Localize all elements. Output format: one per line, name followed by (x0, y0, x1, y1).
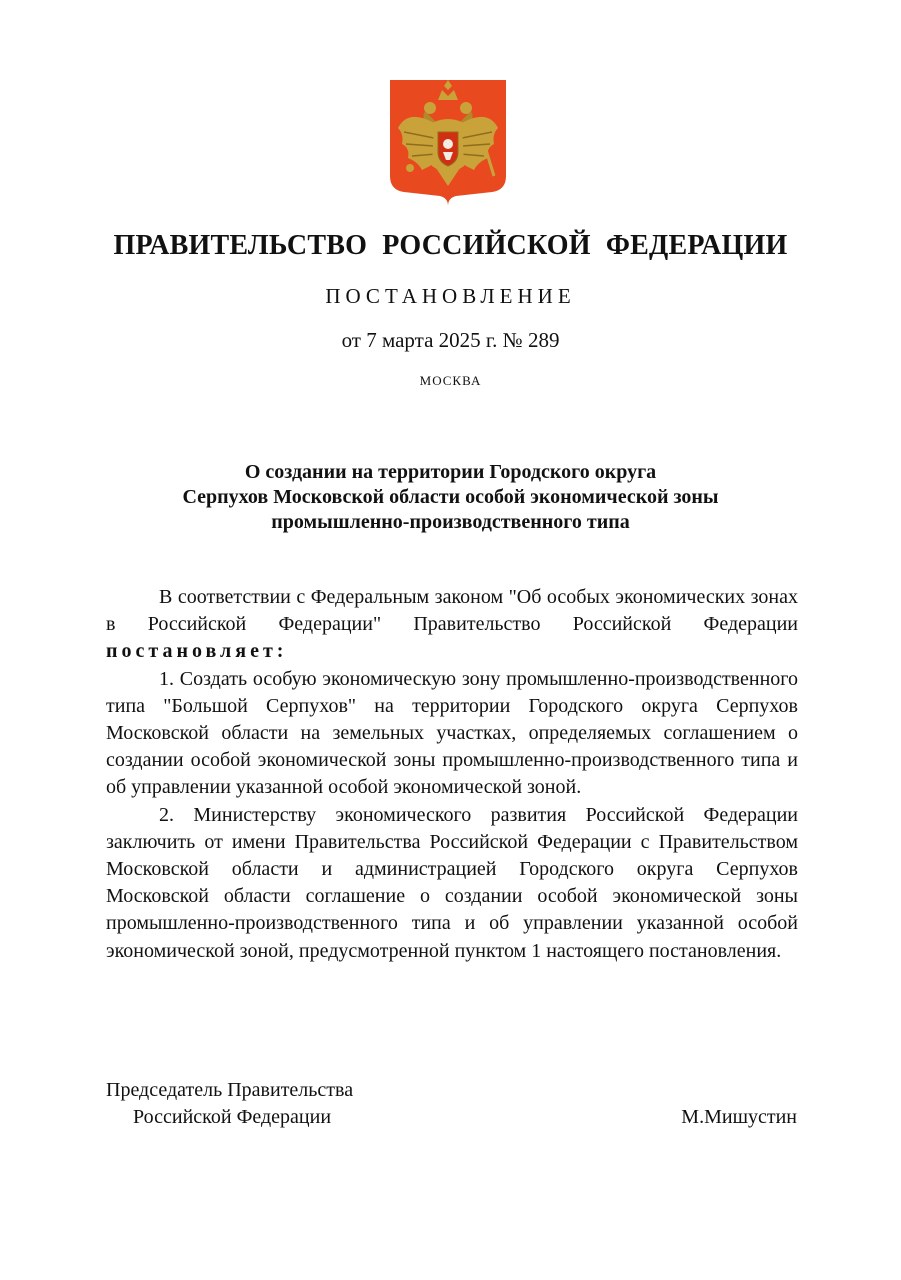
signatory-position (106, 1077, 353, 1131)
resolution-keyword: постановляет: (106, 640, 288, 663)
russian-coat-of-arms-icon (388, 78, 508, 208)
document-type: ПОСТАНОВЛЕНИЕ (325, 284, 576, 308)
document-title (110, 460, 791, 535)
organization-heading: ПРАВИТЕЛЬСТВО РОССИЙСКОЙ ФЕДЕРАЦИИ (113, 230, 788, 261)
clause-2: 2. Министерству экономического развития Российской Федерации заключить от имени Правительства Российской Федерации с Правительством Московской области и администрацией Городского округа Серпухов Московской области соглашение о создании особой экономической зоны промышленно-производственного типа и об управлении указанной особой экономической зоной, предусмотренной пунктом 1 настоящего постановления. (106, 803, 798, 962)
title-line: промышленно-производственного типа (271, 511, 630, 533)
preamble-text: В соответствии с Федеральным законом "Об особых экономических зонах в Российской Федерации" Правительство Российской Федерации (106, 586, 798, 636)
position-line: Председатель Правительства (106, 1079, 354, 1101)
preamble-paragraph (106, 584, 798, 666)
date-and-number: от 7 марта 2025 г. № 289 (341, 328, 560, 352)
document-body (106, 584, 798, 965)
position-line: Российской Федерации (133, 1106, 332, 1128)
city: МОСКВА (419, 373, 482, 388)
title-line: О создании на территории Городского округа (244, 461, 657, 483)
signatory-name: М.Мишустин (681, 1106, 797, 1128)
title-line: Серпухов Московской области особой экономической зоны (182, 486, 719, 508)
clause-1: 1. Создать особую экономическую зону промышленно-производственного типа "Большой Серпухов" на территории Городского округа Серпухов Московской области на земельных участках, определяемых соглашением о создании особой экономической зоны промышленно-производственного типа и об управлении указанной особой экономической зоной. (106, 667, 798, 799)
